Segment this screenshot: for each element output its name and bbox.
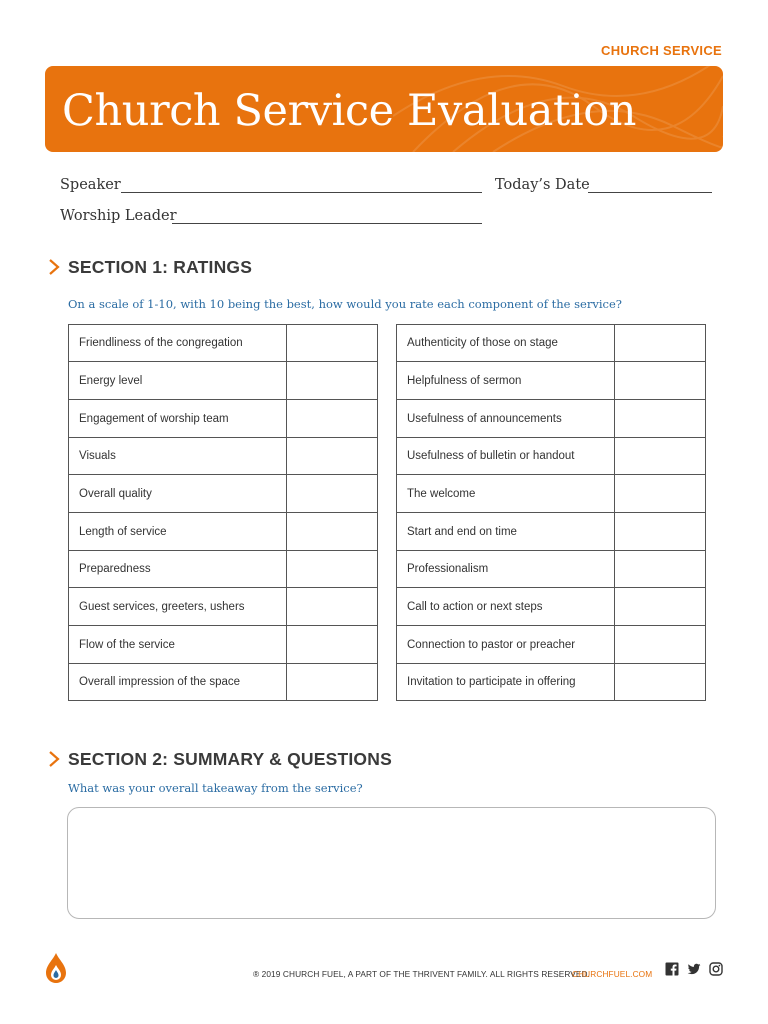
rating-row <box>69 475 377 513</box>
rating-score-cell[interactable] <box>287 400 377 437</box>
rating-score-cell[interactable] <box>615 325 705 361</box>
category-tag: CHURCH SERVICE <box>601 43 722 58</box>
rating-score-cell[interactable] <box>287 588 377 625</box>
rating-item-label: Usefulness of announcements <box>397 400 615 437</box>
rating-row <box>69 362 377 400</box>
rating-item-label: Engagement of worship team <box>69 400 287 437</box>
rating-score-cell[interactable] <box>615 626 705 663</box>
ratings-table-right <box>396 324 706 701</box>
rating-score-cell[interactable] <box>615 551 705 587</box>
section-2-heading <box>48 747 392 771</box>
facebook-icon[interactable] <box>665 962 679 976</box>
rating-item-label: Overall quality <box>69 475 287 512</box>
rating-row <box>69 513 377 551</box>
rating-row <box>69 400 377 438</box>
rating-item-label: Energy level <box>69 362 287 399</box>
rating-score-cell[interactable] <box>615 588 705 625</box>
rating-row <box>397 551 705 588</box>
rating-item-label: Guest services, greeters, ushers <box>69 588 287 625</box>
footer-copyright: ® 2019 CHURCH FUEL, A PART OF THE THRIVENT FAMILY. ALL RIGHTS RESERVED. <box>253 969 591 979</box>
speaker-field[interactable] <box>121 192 482 193</box>
rating-row <box>397 475 705 513</box>
rating-item-label: Flow of the service <box>69 626 287 663</box>
rating-row <box>69 438 377 475</box>
rating-item-label: Helpfulness of sermon <box>397 362 615 399</box>
rating-score-cell[interactable] <box>287 513 377 550</box>
rating-score-cell[interactable] <box>615 400 705 437</box>
rating-score-cell[interactable] <box>615 475 705 512</box>
page-title: Church Service Evaluation <box>62 86 637 136</box>
title-banner <box>45 66 723 152</box>
rating-score-cell[interactable] <box>287 626 377 663</box>
rating-item-label: Call to action or next steps <box>397 588 615 625</box>
rating-row <box>69 664 377 701</box>
rating-row <box>397 664 705 701</box>
rating-row <box>397 362 705 400</box>
rating-row <box>69 551 377 588</box>
rating-score-cell[interactable] <box>615 664 705 700</box>
chevron-right-icon <box>48 259 60 275</box>
rating-score-cell[interactable] <box>287 438 377 474</box>
twitter-icon[interactable] <box>687 962 701 976</box>
rating-item-label: Professionalism <box>397 551 615 587</box>
section-1-heading <box>48 255 252 279</box>
rating-score-cell[interactable] <box>615 362 705 399</box>
rating-score-cell[interactable] <box>615 513 705 550</box>
rating-row <box>397 325 705 362</box>
rating-item-label: Friendliness of the congregation <box>69 325 287 361</box>
rating-row <box>397 588 705 626</box>
rating-row <box>69 588 377 626</box>
rating-item-label: Invitation to participate in offering <box>397 664 615 700</box>
footer-website-link[interactable]: CHURCHFUEL.COM <box>572 969 653 979</box>
rating-score-cell[interactable] <box>287 551 377 587</box>
section-1-prompt: On a scale of 1-10, with 10 being the best, how would you rate each component of the service? <box>68 297 622 311</box>
rating-item-label: Visuals <box>69 438 287 474</box>
ratings-table-left <box>68 324 378 701</box>
rating-item-label: Preparedness <box>69 551 287 587</box>
rating-item-label: Connection to pastor or preacher <box>397 626 615 663</box>
section-2-prompt: What was your overall takeaway from the service? <box>68 781 363 795</box>
rating-score-cell[interactable] <box>287 475 377 512</box>
worship-leader-field[interactable] <box>172 223 482 224</box>
rating-score-cell[interactable] <box>287 362 377 399</box>
instagram-icon[interactable] <box>709 962 723 976</box>
rating-row <box>397 400 705 438</box>
section-1-title: SECTION 1: RATINGS <box>68 256 253 277</box>
rating-item-label: The welcome <box>397 475 615 512</box>
church-fuel-logo-icon <box>45 952 67 986</box>
rating-item-label: Overall impression of the space <box>69 664 287 700</box>
rating-item-label: Length of service <box>69 513 287 550</box>
date-field[interactable] <box>588 192 712 193</box>
rating-row <box>397 438 705 475</box>
rating-row <box>397 513 705 551</box>
rating-score-cell[interactable] <box>615 438 705 474</box>
rating-item-label: Start and end on time <box>397 513 615 550</box>
worship-leader-label: Worship Leader <box>60 208 177 224</box>
takeaway-answer-box[interactable] <box>67 807 716 919</box>
rating-item-label: Authenticity of those on stage <box>397 325 615 361</box>
chevron-right-icon <box>48 751 60 767</box>
rating-row <box>69 325 377 362</box>
rating-row <box>397 626 705 664</box>
section-2-title: SECTION 2: SUMMARY & QUESTIONS <box>68 748 392 769</box>
speaker-label: Speaker <box>60 177 121 193</box>
rating-item-label: Usefulness of bulletin or handout <box>397 438 615 474</box>
rating-score-cell[interactable] <box>287 325 377 361</box>
date-label: Today’s Date <box>495 177 590 193</box>
rating-score-cell[interactable] <box>287 664 377 700</box>
rating-row <box>69 626 377 664</box>
